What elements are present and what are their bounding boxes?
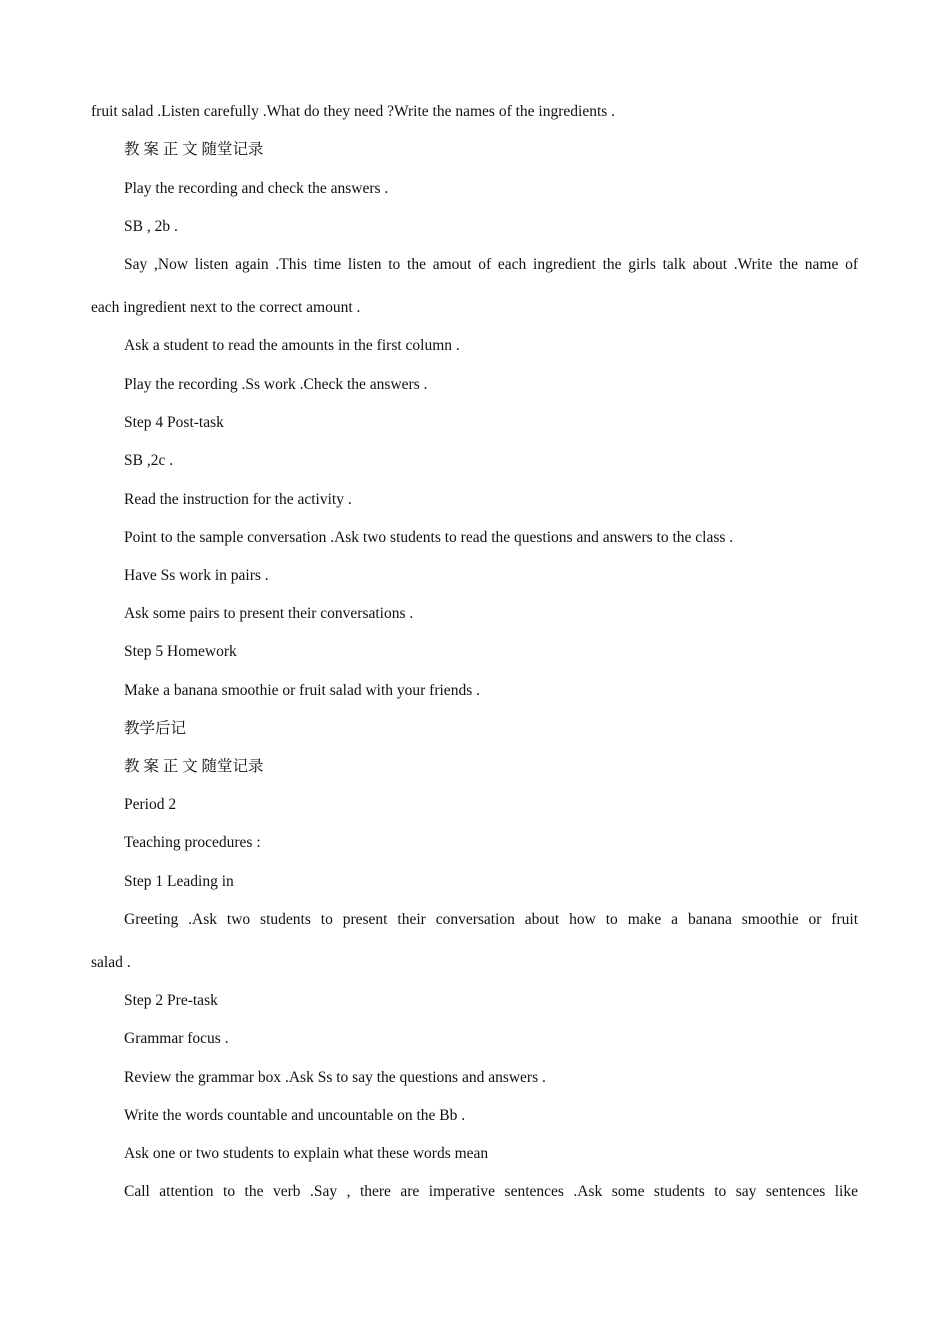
text-line: Ask a student to read the amounts in the first column . [124,337,460,354]
text-line: Call attention to the verb .Say , there are imperative sentences .Ask some students to say sentences like [124,1183,858,1200]
text-line: Review the grammar box .Ask Ss to say the questions and answers . [124,1069,546,1086]
text-line: Point to the sample conversation .Ask two students to read the questions and answers to the class . [124,529,734,546]
text-line: Greeting .Ask two students to present their conversation about how to make a banana smoothie or fruit [124,911,858,928]
step-heading: Step 5 Homework [124,643,237,660]
text-line: Read the instruction for the activity . [124,491,352,508]
text-line: Grammar focus . [124,1030,229,1047]
section-header: 教学后记 [124,720,187,737]
text-line: Play the recording .Ss work .Check the answers . [124,376,428,393]
text-line: each ingredient next to the correct amount . [91,299,361,316]
step-heading: Step 2 Pre-task [124,992,218,1009]
step-heading: Step 4 Post-task [124,414,224,431]
section-header: 教 案 正 文 随堂记录 [124,758,264,775]
text-line: SB ,2c . [124,452,174,469]
text-line: Have Ss work in pairs . [124,567,269,584]
step-heading: Step 1 Leading in [124,873,234,890]
text-line: Teaching procedures : [124,834,261,851]
text-line: Play the recording and check the answers . [124,180,389,197]
text-line: Write the words countable and uncountable on the Bb . [124,1107,466,1124]
text-line: Ask some pairs to present their conversations . [124,605,414,622]
text-line: Say ,Now listen again .This time listen to the amout of each ingredient the girls talk about .Write the name of [124,256,858,273]
period-heading: Period 2 [124,796,177,813]
text-line: fruit salad .Listen carefully .What do they need ?Write the names of the ingredients . [91,103,616,120]
section-header: 教 案 正 文 随堂记录 [124,141,264,158]
text-line: salad . [91,954,131,971]
text-line: SB , 2b . [124,218,178,235]
text-line: Make a banana smoothie or fruit salad with your friends . [124,682,480,699]
text-line: Ask one or two students to explain what these words mean [124,1145,489,1162]
